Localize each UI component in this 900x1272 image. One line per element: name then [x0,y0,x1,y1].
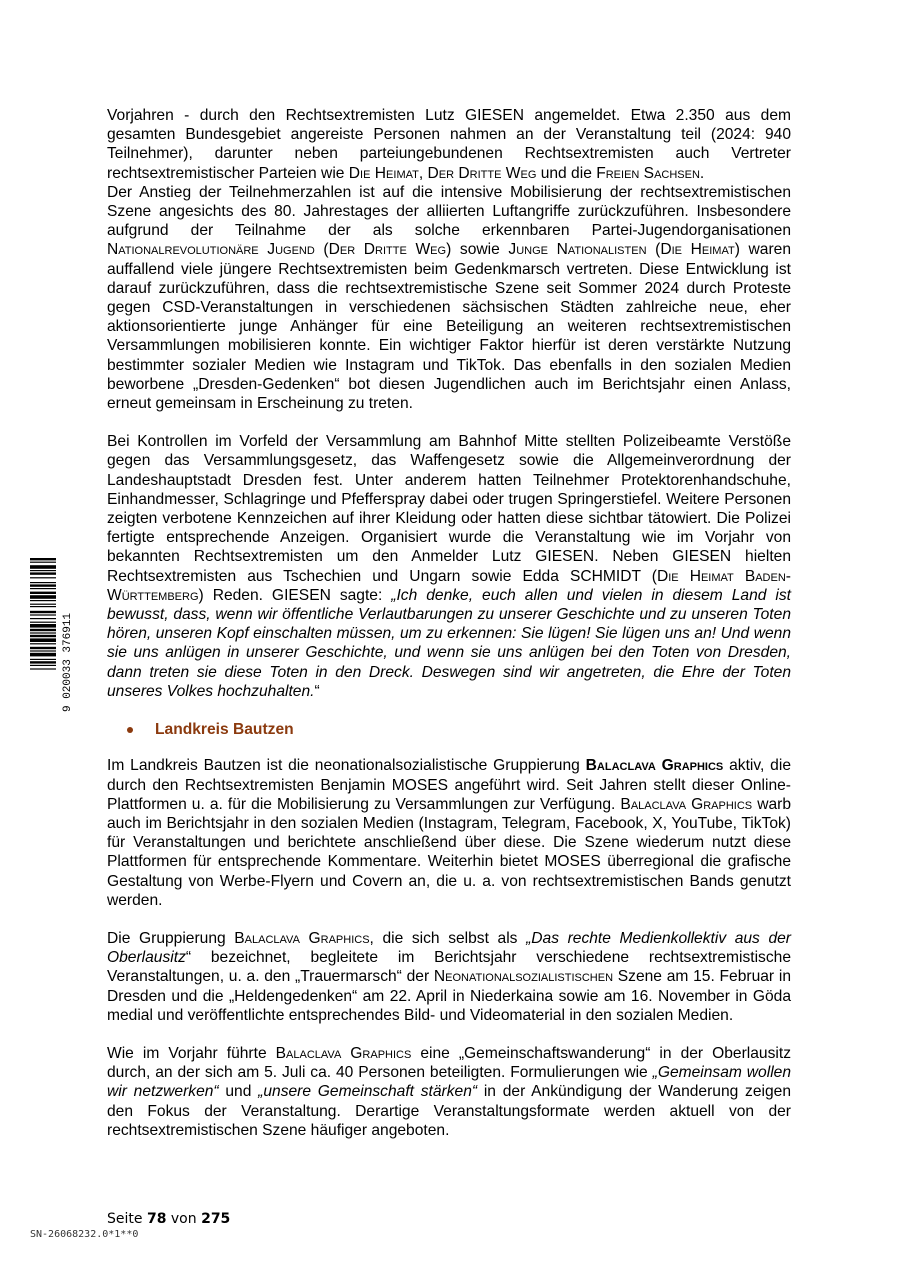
paragraph [107,1044,791,1140]
barcode-bar [30,635,56,637]
barcode-bar [30,668,56,669]
barcode-bar [30,629,56,631]
document-id: SN-26068232.0*1**0 [30,1229,139,1240]
barcode-bar [30,665,56,666]
text-run: warb auch im Berichtsjahr in den sozialen Medien (Instagram, Telegram, Facebook, X, YouTube, TikTok) für Veranstaltungen und berichtete anschließend über diese. Die Szene wiederum nutzt diese Plattformen für entsprechende Kommentare. Weiterhin bietet MOSES überregional die grafische Gestaltung von Werbe-Flyern und Covern an, die u. a. von rechtsextremistischen Bands genutzt werden. [107,795,791,909]
text-run: , [418,164,428,182]
barcode-bar [30,604,56,605]
barcode-bar [30,588,56,589]
barcode-bar [30,614,56,615]
barcode-bar [30,618,56,619]
paragraph [107,106,791,183]
text-run-sc: Balaclava Graphics [275,1044,412,1062]
barcode-digits: 9 020033 376911 [62,612,74,712]
page-footer [107,1211,230,1227]
text-run-quote: „Das rechte Medienkollektiv aus der Oberlausitz [107,929,791,967]
text-run: ) Reden. GIESEN sagte: [198,586,392,604]
barcode-bar [30,577,56,578]
barcode-bar [30,562,56,563]
barcode-bar [30,624,56,628]
paragraph [107,183,791,413]
barcode-bar [30,584,56,586]
barcode-bar [30,643,56,644]
text-run: in der Ankündigung der Wanderung zeigen den Fokus der Veranstaltung. Derartige Veranstaltungsformate werden aktuell von der rechtsextremistischen Szene häufiger angeboten. [107,1083,791,1139]
text-run: “ [314,682,320,700]
barcode-bar [30,565,56,569]
barcode-bar [30,632,56,633]
text-run-sc: Neonationalsozialistischen [433,968,614,986]
text-run-sc: Die Heimat [348,164,419,182]
barcode-bar [30,659,56,660]
text-run: und die [536,164,597,182]
paragraph [107,432,791,701]
text-run: Im Landkreis Bautzen ist die neonationalsozialistische Gruppierung [107,757,586,775]
text-run: Vorjahren - durch den Rechtsextremisten Lutz GIESEN angemeldet. Etwa 2.350 aus dem gesamten Bundesgebiet angereiste Personen nahmen an der Veranstaltung teil (2024: 940 Teilnehmer), darunter neben parteiungebundenen Rechtsextremisten auch Vertreter rechtsextremistischer Parteien wie [107,107,791,182]
text-run-quote: „unsere Gemeinschaft stärken“ [258,1083,478,1101]
text-run-sc: Die Heimat [660,241,735,259]
text-run-sc: Nationalrevolutionäre Jugend [107,241,315,259]
text-run: . [699,164,705,182]
barcode-bar [30,600,56,601]
paragraph [107,756,791,910]
text-run-sc: Balaclava Graphics [234,929,370,947]
barcode-bar [30,650,56,651]
barcode-bar [30,638,56,642]
barcode-bar [30,606,56,607]
barcode-bar [30,622,56,623]
text-run: ( [646,241,661,259]
text-run-sc: Die Heimat Baden-Württemberg [107,567,791,604]
text-run: aktiv, die durch den Rechtsextremisten Benjamin MOSES angeführt wird. Seit Jahren stellt dieser Online-Plattformen u. a. für die Mobilisierung zu Versammlungen zur Verfügung. [107,757,791,813]
text-run-sc: Der Dritte Weg [328,241,447,259]
text-run-strong-sc: Balaclava Graphics [585,757,724,775]
bullet-icon [127,727,133,733]
text-run-quote: „Ich denke, euch allen und vielen in diesem Land ist bewusst, dass, wenn wir öffentliche Verlautbarungen zu unserer Geschichte und zu unseren Toten hören, unseren Kopf einschalten müssen, um zu erkennen: Sie lügen! Sie lügen uns an! Und wenn sie uns anlügen in unserer Geschichte, und wenn sie uns anlügen bei den Toten von Dresden, dann treten sie diese Toten in den Dreck. Deswegen sind wir angetreten, die Ehre der Toten unseres Volkes hochzuhalten. [107,586,791,700]
page-number: 78 [146,1211,167,1227]
text-run: Szene am 15. Februar in Dresden und die „Heldengedenken“ am 22. April in Niederkaina sowie am 16. November in Göda medial und veröffentlichte entsprechendes Bild- und Videomaterial in den sozialen Medien. [107,968,791,1024]
text-run-quote: „Gemeinsam wollen wir netzwerken“ [107,1064,791,1101]
text-run: Wie im Vorjahr führte [107,1044,276,1062]
text-run-sc: Balaclava Graphics [620,795,753,813]
text-run: Der Anstieg der Teilnehmerzahlen ist auf die intensive Mobilisierung der rechtsextremistischen Szene angesichts des 80. Jahrestages der alliierten Luftangriffe zurückzuführen. Insbesondere aufgrund der Teilnahme der als solche erkennbaren Partei-Jugendorganisationen [107,183,791,240]
barcode-icon [28,556,72,712]
text-run: , die sich selbst als [369,929,527,947]
page-word: Seite [107,1211,143,1227]
text-run: und [218,1083,259,1101]
text-run: Bei Kontrollen im Vorfeld der Versammlung am Bahnhof Mitte stellten Polizeibeamte Verstöße gegen das Versammlungsgesetz, das Waffengesetz sowie die Allgemeinverordnung der Landeshauptstadt Dresden fest. Unter anderem hatten Teilnehmer Protektorenhandschuhe, Einhandmesser, Schlagringe und Pfefferspray dabei oder trugen Springerstiefel. Weitere Personen zeigten verbotene Kennzeichen auf ihrer Kleidung oder hatten diese sichtbar tätowiert. Die Polizei fertigte entsprechende Anzeigen. Organisiert wurde die Veranstaltung wie im Vorjahr von bekannten Rechtsextremisten um den Anmelder Lutz GIESEN. Neben GIESEN hielten Rechtsextremisten aus Tschechien und Ungarn sowie Edda SCHMIDT ( [107,433,791,585]
text-run-sc: Der Dritte Weg [427,164,537,182]
barcode-bar [30,592,56,594]
section-heading [127,720,791,739]
barcode-bar [30,647,56,649]
barcode-bar [30,661,56,663]
barcode-bar [30,653,56,657]
barcode-bar [30,582,56,583]
paragraph [107,929,791,1025]
text-run: eine „Gemeinschaftswanderung“ in der Oberlausitz durch, an der sich am 5. Juli ca. 40 Personen beteiligten. Formulierungen wie [107,1044,791,1082]
text-run: ) waren auffallend viele jüngere Rechtsextremisten beim Gedenkmarsch vertreten. Diese Entwicklung ist darauf zurückzuführen, dass die rechtsextremistische Szene seit Sommer 2024 durch Proteste gegen CSD-Veranstaltungen in verschiedenen sächsischen Städten zahlreiche neue, eher aktionsorientierte junge Anhänger für eine Beteiligung an weiteren rechtsextremistischen Versammlungen mobilisieren konnte. Ein wichtiger Faktor hierfür ist deren verstärkte Nutzung bestimmter sozialer Medien wie Instagram und TikTok. Das ebenfalls in den sozialen Medien beworbene „Dresden-Gedenken“ bot diesen Jugendlichen auch im Berichtsjahr einen Anlass, erneut gemeinsam in Erscheinung zu treten. [107,241,791,413]
barcode-bar [30,570,56,571]
main-content [107,106,791,1159]
text-run: Die Gruppierung [107,929,235,947]
barcode-bar [30,595,56,599]
text-run: ( [314,241,329,259]
total-pages: 275 [201,1211,231,1227]
barcode-bar [30,611,56,613]
section-heading-label: Landkreis Bautzen [155,721,294,739]
text-run: ) sowie [446,241,509,259]
text-run-sc: Freien Sachsen [596,164,700,182]
text-run: “ bezeichnet, begleitete im Berichtsjahr verschiedene rechtsextremistische Veranstaltungen, u. a. den „Trauermarsch“ der [107,949,791,986]
text-run-sc: Junge Nationalisten [508,241,647,259]
barcode-bar [30,558,56,560]
barcode-bar [30,572,56,574]
of-word: von [170,1211,197,1227]
